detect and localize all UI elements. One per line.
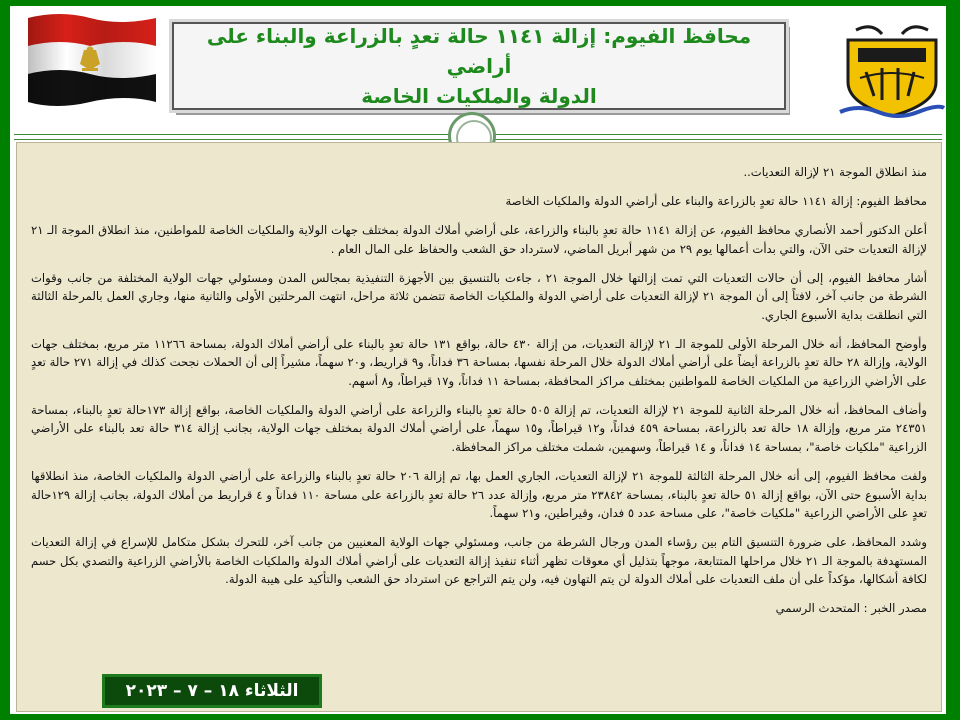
paragraph: وشدد المحافظ، على ضرورة التنسيق التام بين رؤساء المدن ورجال الشرطة من جانب، ومسئولي جهات الولاية المعنيين من جانب آخر، للتحرك بشكل متكامل للإسراع في إزالة التعديات المستهدفة بالموجة الـ ٢١ خلال مراحلها المتتابعة، موجهاً بتذليل أي معوقات تظهر أثناء تنفيذ إزالة التعديات على أراضي أملاك الدولة والملكيات الخاصة بالأراضي الزراعية والتصدي بكل حسم لكافة أشكالها، مؤكداً على أن ملف التعديات على أملاك الدولة لن يتم التهاون فيه، ولن يتم التراجع عن استرداد حق الشعب والتأكيد على هيبة الدولة.: [31, 535, 927, 587]
fayoum-governorate-logo: [838, 12, 946, 122]
paragraph: أشار محافظ الفيوم، إلى أن حالات التعديات التي تمت إزالتها خلال الموجة ٢١ ، جاءت بالتنسيق بين الأجهزة التنفيذية بمجالس المدن ومسئولي جهات الولاية المختلفة من جانب وقوات الشرطة من جانب آخر، لافتاً إلى أن الموجة ٢١ لإزالة التعديات على أراضي الدولة والملكيات الخاصة تتضمن ثلاثة مراحل، انتهت المرحلتين الأولى والثانية منها، وجاري العمل بالمرحلة الثالثة التي انطلقت بداية الأسبوع الجاري.: [31, 270, 927, 322]
headline-box: [172, 22, 786, 110]
headline-line-2: الدولة والملكيات الخاصة: [361, 84, 597, 108]
date-banner: الثلاثاء ١٨ – ٧ – ٢٠٢٣: [102, 674, 322, 708]
headline-line-1: محافظ الفيوم: إزالة ١١٤١ حالة تعدٍ بالزراعة والبناء على أراضي: [206, 24, 752, 78]
paragraph: ولفت محافظ الفيوم، إلى أنه خلال المرحلة الثالثة للموجة ٢١ لإزالة التعديات، الجاري العمل بها، تم إزالة ٢٠٦ حالة تعدٍ بالبناء والزراعة على أراضي الدولة والملكيات الخاصة، منذ انطلاقها بداية الأسبوع حتى الآن، بواقع إزالة ٥١ حالة تعدٍ بالبناء، بمساحة ٢٣٨٤٢ متر مربع، وإزالة عدد ٢٦ حالة تعدٍ بالزراعة على مساحة ١١٠ فداناً و ٤ قراريط من أملاك الدولة، بجانب إزالة ١٢٩حالة تعدٍ على الأراضي الزراعية "ملكيات خاصة"، على مساحة عدد ٥ فدان، وقيراطين، و٢١ سهماً.: [31, 469, 928, 521]
paragraph: محافظ الفيوم: إزالة ١١٤١ حالة تعدٍ بالزراعة والبناء على أراضي الدولة والملكيات الخاصة: [505, 193, 927, 208]
paragraph: منذ انطلاق الموجة ٢١ لإزالة التعديات..: [743, 165, 927, 179]
article-body: [16, 142, 942, 712]
paragraph: وأضاف المحافظ، أنه خلال المرحلة الثانية للموجة ٢١ لإزالة التعديات، تم إزالة ٥٠٥ حالة تعدٍ بالبناء والزراعة على أراضي الدولة والملكيات الخاصة، بواقع إزالة ١٧٣حالة تعدٍ بالبناء، بمساحة ٢٤٣٥١ متر مربع، وإزالة ١٨ حالة تعد بالزراعة، بمساحة ٤٥٩ فداناً، و١٢ قيراطاً، و١٥ سهماً، على أراضي أملاك الدولة بمختلف جهات الولاية، بجانب إزالة ٣١٤ حالة تعد بالبناء على الأراضي الزراعية "ملكيات خاصة"، بمساحة ١٤ فداناً، و ١٤ قيراطاً، وسهمين، شملت مختلف مراكز المحافظة.: [31, 402, 928, 455]
egypt-flag-icon: [20, 12, 160, 110]
news-source: مصدر الخبر : المتحدث الرسمي: [775, 601, 927, 616]
paragraph: أعلن الدكتور أحمد الأنصاري محافظ الفيوم، عن إزالة ١١٤١ حالة تعدٍ بالبناء والزراعة، على أراضي أملاك الدولة بمختلف جهات الولاية والملكيات الخاصة للمواطنين، منذ انطلاق الموجة الـ ٢١ لإزالة التعديات حتى الآن، والتي بدأت أعمالها يوم ٢٩ من شهر أبريل الماضي، لاسترداد حق الشعب والحفاظ على المال العام .: [31, 222, 927, 256]
slide: [10, 6, 946, 714]
paragraph: وأوضح المحافظ، أنه خلال المرحلة الأولى للموجة الـ ٢١ لإزالة التعديات، من إزالة ٤٣٠ حالة، بواقع ١٣١ حالة تعدٍ بالبناء على أراضي أملاك الدولة، بمساحة ١١٢٦٦ متر مربع، بمختلف جهات الولاية، وإزالة ٢٨ حالة تعدٍ بالزراعة أيضاً على أراضي أملاك الدولة خلال المرحلة نفسها، بمساحة ٣٦ فداناً، و٩ قراريط، و٢٠ سهماً، مشيراً إلى أن الحملات نجحت كذلك في إزالة ٢٧١ حالة تعدٍ على الأراضي الزراعية من الملكيات الخاصة للمواطنين بمختلف مراكز المحافظة، بمساحة ١١ فداناً، و١٧ قيراطاً، و٨ أسهم.: [31, 336, 927, 388]
